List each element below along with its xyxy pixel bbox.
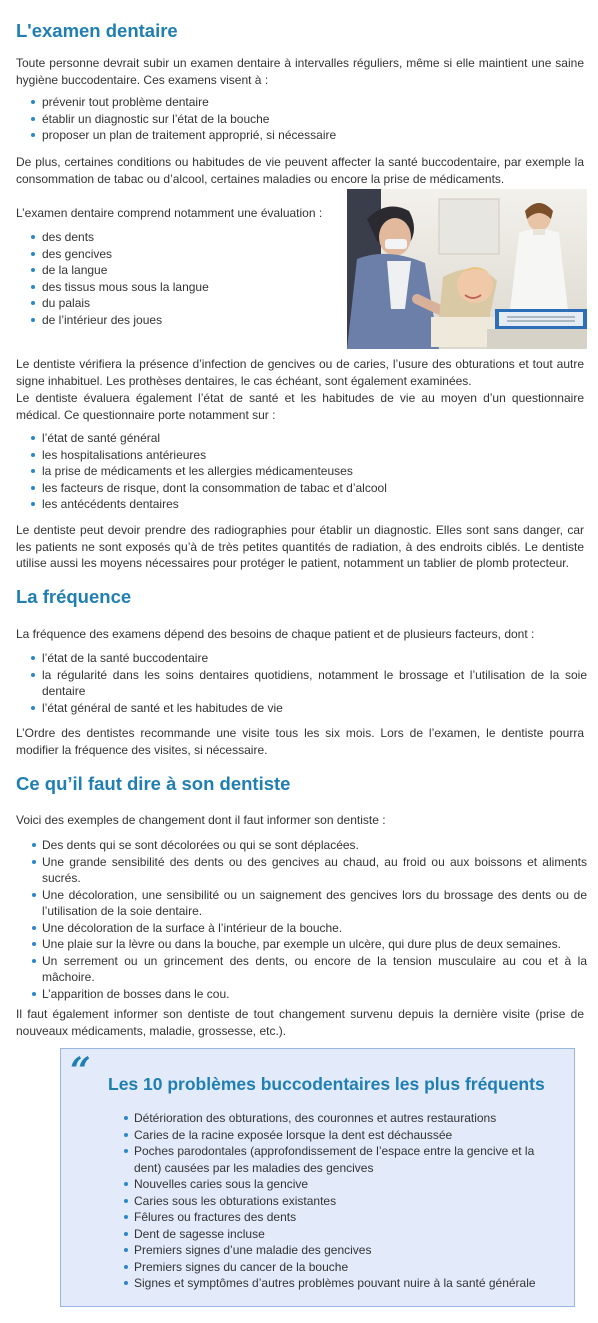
list-item: Nouvelles caries sous la gencive <box>124 1176 564 1193</box>
exam-conditions: De plus, certaines conditions ou habitudes de vie peuvent affecter la santé buccodentaire, par exemple la consommation de tabac ou d’alcool, certaines maladies ou encore la prise de médicaments. <box>16 155 584 186</box>
dentist-photo <box>347 189 587 349</box>
frequency-list <box>31 650 587 716</box>
questionnaire-intro: Le dentiste évaluera également l’état de santé et les habitudes de vie au moyen d’un questionnaire médical. Ce questionnaire porte notamment sur : <box>16 391 584 422</box>
list-item: prévenir tout problème dentaire <box>31 94 571 111</box>
list-item: de l’intérieur des joues <box>31 312 331 329</box>
list-item: Caries sous les obturations existantes <box>124 1193 564 1210</box>
list-item: Dent de sagesse incluse <box>124 1226 564 1243</box>
list-item: Caries de la racine exposée lorsque la dent est déchaussée <box>124 1127 564 1144</box>
list-item: l’état de la santé buccodentaire <box>31 650 587 667</box>
list-item: des gencives <box>31 246 331 263</box>
frequent-problems-list <box>124 1110 564 1292</box>
exam-intro: Toute personne devrait subir un examen dentaire à intervalles réguliers, même si elle maintient une saine hygiène buccodentaire. Ces examens visent à : <box>16 56 584 87</box>
list-item: des dents <box>31 229 331 246</box>
list-item: la régularité dans les soins dentaires quotidiens, notamment le brossage et l’utilisation de la soie dentaire <box>31 667 587 700</box>
list-item: de la langue <box>31 262 331 279</box>
list-item: du palais <box>31 295 331 312</box>
list-item: les facteurs de risque, dont la consommation de tabac et d’alcool <box>31 480 571 497</box>
list-item: les antécédents dentaires <box>31 496 571 513</box>
heading-frequency: La fréquence <box>16 586 132 607</box>
tell-closing: Il faut également informer son dentiste de tout changement survenu depuis la dernière visite (prise de nouveaux médicaments, maladie, grossesse, etc.). <box>16 1007 584 1038</box>
verify-text: Le dentiste vérifiera la présence d’infection de gencives ou de caries, l’usure des obturations et tout autre signe inhabituel. Les prothèses dentaires, le cas échéant, sont également examinées. <box>16 357 584 388</box>
dentist-illustration <box>347 189 587 349</box>
tell-list <box>32 837 587 1002</box>
list-item: L’apparition de bosses dans le cou. <box>32 986 587 1003</box>
list-item: l’état de santé général <box>31 430 571 447</box>
frequent-problems-callout <box>60 1048 575 1307</box>
list-item: des tissus mous sous la langue <box>31 279 331 296</box>
frequency-recommendation: L’Ordre des dentistes recommande une visite tous les six mois. Lors de l’examen, le dentiste pourra modifier la fréquence des visites, si nécessaire. <box>16 726 584 757</box>
quote-icon: “ <box>70 1050 91 1092</box>
list-item: Détérioration des obturations, des couronnes et autres restaurations <box>124 1110 564 1127</box>
list-item: proposer un plan de traitement approprié, si nécessaire <box>31 127 571 144</box>
evaluation-intro: L’examen dentaire comprend notamment une évaluation : <box>16 206 323 220</box>
list-item: Une décoloration, une sensibilité ou un saignement des gencives lors du brossage des dents ou de l’utilisation de la soie dentaire. <box>32 887 587 920</box>
heading-exam: L'examen dentaire <box>16 20 178 41</box>
callout-title: Les 10 problèmes buccodentaires les plus fréquents <box>108 1074 545 1094</box>
list-item: Poches parodontales (approfondissement de l’espace entre la gencive et la dent) causées par les maladies des gencives <box>124 1143 564 1176</box>
exam-aims-list <box>31 94 571 144</box>
tell-intro: Voici des exemples de changement dont il faut informer son dentiste : <box>16 813 386 827</box>
list-item: établir un diagnostic sur l’état de la bouche <box>31 111 571 128</box>
list-item: Fêlures ou fractures des dents <box>124 1209 564 1226</box>
list-item: Un serrement ou un grincement des dents, ou encore de la tension musculaire au cou et à la mâchoire. <box>32 953 587 986</box>
frequency-intro: La fréquence des examens dépend des besoins de chaque patient et de plusieurs facteurs, dont : <box>16 627 535 641</box>
list-item: Premiers signes du cancer de la bouche <box>124 1259 564 1276</box>
list-item: Une plaie sur la lèvre ou dans la bouche, par exemple un ulcère, qui dure plus de deux semaines. <box>32 936 587 953</box>
xray-text: Le dentiste peut devoir prendre des radiographies pour établir un diagnostic. Elles sont sans danger, car les patients ne sont exposés qu’à de très petites quantités de radiation, à des endroits ciblés. Le dentiste utilise aussi les moyens nécessaires pour protéger le patient, notamment un tablier de plomb protecteur. <box>16 523 584 570</box>
evaluation-list <box>31 229 331 328</box>
list-item: Une décoloration de la surface à l’intérieur de la bouche. <box>32 920 587 937</box>
list-item: Des dents qui se sont décolorées ou qui se sont déplacées. <box>32 837 587 854</box>
questionnaire-list <box>31 430 571 513</box>
list-item: Une grande sensibilité des dents ou des gencives au chaud, au froid ou aux boissons et aliments sucrés. <box>32 854 587 887</box>
list-item: Premiers signes d’une maladie des gencives <box>124 1242 564 1259</box>
list-item: la prise de médicaments et les allergies médicamenteuses <box>31 463 571 480</box>
list-item: les hospitalisations antérieures <box>31 447 571 464</box>
heading-tell-dentist: Ce qu’il faut dire à son dentiste <box>16 773 291 794</box>
list-item: l’état général de santé et les habitudes de vie <box>31 700 587 717</box>
list-item: Signes et symptômes d’autres problèmes pouvant nuire à la santé générale <box>124 1275 564 1292</box>
